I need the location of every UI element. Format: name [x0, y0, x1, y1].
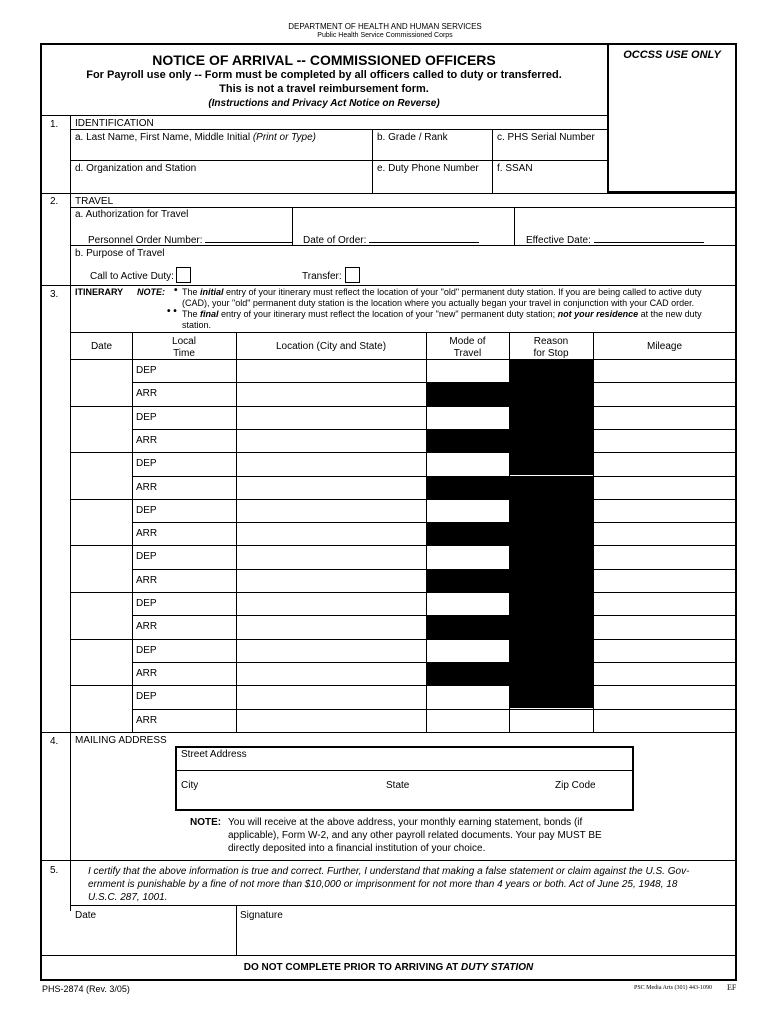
itinerary-row-rule: [132, 569, 736, 570]
shaded-reason-cell: [509, 522, 593, 545]
itinerary-row-type: DEP: [136, 551, 157, 563]
zip-code-field[interactable]: Zip Code: [555, 780, 596, 791]
itinerary-row-rule: [132, 662, 736, 663]
section1-title: IDENTIFICATION: [75, 118, 154, 129]
effective-date-label: Effective Date:: [526, 235, 591, 246]
duty-phone-number-field[interactable]: e. Duty Phone Number: [377, 163, 479, 174]
column-header-local: Local: [172, 336, 196, 347]
section4-number: 4.: [50, 736, 59, 747]
section1-header-rule: [71, 129, 607, 130]
signature-field[interactable]: Signature: [240, 910, 283, 921]
itinerary-row[interactable]: [71, 639, 736, 662]
last-first-middle-name-field[interactable]: [75, 132, 316, 143]
itinerary-row-rule: [71, 452, 736, 453]
itinerary-row[interactable]: [71, 452, 736, 475]
section2-header-rule: [71, 207, 736, 208]
itinerary-row-rule: [71, 499, 736, 500]
frame-bottom: [40, 979, 737, 981]
occss-use-only-label: OCCSS USE ONLY: [623, 49, 721, 61]
certification-date-field[interactable]: Date: [75, 910, 97, 921]
section2-row-rule: [71, 245, 736, 246]
mailing-note-line-1: You will receive at the above address, your monthly earning statement, bonds (if: [228, 817, 583, 828]
itinerary-row-type: DEP: [136, 504, 157, 516]
signature-col-rule: [236, 905, 237, 955]
section2-title: TRAVEL: [75, 196, 114, 207]
itinerary-row-rule: [71, 639, 736, 640]
column-header-for-stop: for Stop: [533, 348, 569, 359]
column-header-location: Location (City and State): [275, 341, 387, 352]
ef-code: EF: [727, 983, 737, 992]
occss-box-left: [607, 43, 609, 193]
grade-rank-field[interactable]: b. Grade / Rank: [377, 132, 448, 143]
itinerary-row[interactable]: [71, 429, 736, 452]
mailing-note-line-2: applicable), Form W-2, and any other payroll related documents. Your pay MUST BE: [228, 830, 602, 841]
mailing-address-title: MAILING ADDRESS: [75, 735, 167, 746]
section3-top-rule: [41, 285, 736, 286]
shaded-reason-cell: [509, 615, 593, 638]
shaded-reason-cell: [509, 476, 593, 499]
street-address-field[interactable]: Street Address: [181, 749, 247, 760]
itinerary-header-top: [71, 332, 736, 333]
itinerary-row-rule: [132, 615, 736, 616]
itinerary-row[interactable]: [71, 569, 736, 592]
itinerary-row-rule: [132, 382, 736, 383]
instructions-note: (Instructions and Privacy Act Notice on Reverse): [208, 98, 440, 109]
call-to-active-duty-label: Call to Active Duty:: [90, 271, 174, 282]
itinerary-row[interactable]: [71, 662, 736, 685]
section2-top-rule: [41, 193, 736, 194]
shaded-reason-cell: [509, 499, 593, 522]
certification-line-2: ernment is punishable by a fine of not more than $10,000 or imprisonment for not more than 4 years or both. Act of June 25, 1948, 18: [88, 879, 678, 890]
date-of-order-label: Date of Order:: [303, 235, 367, 246]
column-header-travel: Travel: [453, 348, 482, 359]
itinerary-row[interactable]: [71, 522, 736, 545]
column-header-mileage: Mileage: [646, 341, 683, 352]
shaded-reason-cell: [509, 406, 593, 429]
itinerary-row[interactable]: [71, 592, 736, 615]
shaded-reason-cell: [509, 545, 593, 568]
itinerary-title: ITINERARY: [75, 287, 124, 297]
printer-credit: PSC Media Arts (301) 443-1090: [634, 985, 712, 991]
frame-top: [40, 43, 737, 45]
itinerary-row-type: DEP: [136, 458, 157, 470]
shaded-mode-cell: [426, 662, 509, 685]
itinerary-row[interactable]: [71, 359, 736, 382]
itinerary-note-final: The final entry of your itinerary must reflect the location of your "new" permanent duty station; not your residence at the new duty: [182, 309, 702, 319]
name-field-hint: (Print or Type): [252, 132, 317, 143]
section4-top-rule: [41, 732, 736, 733]
purpose-of-travel-label: b. Purpose of Travel: [75, 248, 165, 259]
certification-line-3: U.S.C. 287, 1001.: [88, 892, 168, 903]
itinerary-row[interactable]: [71, 709, 736, 732]
certification-line-1: I certify that the above information is true and correct. Further, I understand that making a false statement or claim against the U.S. Gov-: [88, 866, 690, 877]
authorization-label: a. Authorization for Travel: [75, 209, 189, 220]
organization-station-field[interactable]: d. Organization and Station: [75, 163, 197, 174]
itinerary-row-type: DEP: [136, 598, 157, 609]
name-field-label: a. Last Name, First Name, Middle Initial: [75, 132, 251, 143]
signature-row-bottom: [41, 955, 736, 956]
department-name: DEPARTMENT OF HEALTH AND HUMAN SERVICES: [288, 22, 482, 31]
form-title: NOTICE OF ARRIVAL -- COMMISSIONED OFFICERS: [152, 52, 496, 68]
date-of-order-line: [369, 233, 479, 243]
itinerary-row-rule: [71, 545, 736, 546]
effective-date-line: [594, 233, 704, 243]
shaded-mode-cell: [426, 382, 509, 405]
column-header-date: Date: [90, 341, 113, 352]
itinerary-row-type: ARR: [136, 667, 158, 679]
form-subtitle-2: This is not a travel reimbursement form.: [219, 83, 429, 95]
itinerary-row-type: DEP: [136, 365, 157, 376]
section5-top-rule: [41, 860, 736, 861]
itinerary-row-type: ARR: [136, 434, 158, 446]
personnel-order-number-line: [205, 233, 293, 243]
shaded-reason-cell: [509, 639, 593, 662]
column-header-time: Time: [173, 348, 195, 359]
section2-col-rule-2: [514, 207, 515, 245]
itinerary-row[interactable]: [71, 545, 736, 568]
transfer-label: Transfer:: [302, 271, 342, 282]
frame-left: [40, 43, 42, 981]
section1-col-rule-1: [372, 129, 373, 193]
itinerary-row-type: ARR: [136, 481, 158, 493]
itinerary-row-rule: [71, 685, 736, 686]
itinerary-row-type: DEP: [136, 411, 157, 423]
shaded-mode-cell: [426, 522, 509, 545]
phs-serial-number-field[interactable]: c. PHS Serial Number: [497, 132, 595, 143]
itinerary-row-type: ARR: [136, 574, 158, 586]
section1-top-rule: [41, 115, 607, 116]
arrival-warning: DO NOT COMPLETE PRIOR TO ARRIVING AT DUTY STATION: [243, 962, 534, 973]
note-bullet-2: • •: [167, 306, 177, 317]
itinerary-row[interactable]: [71, 499, 736, 522]
shaded-mode-cell: [426, 429, 509, 452]
itinerary-row[interactable]: [71, 406, 736, 429]
shaded-reason-cell: [509, 452, 593, 475]
itinerary-note-label: NOTE:: [137, 287, 165, 297]
city-field[interactable]: City: [181, 780, 199, 791]
itinerary-note-initial: The initial entry of your itinerary must reflect the location of your "old" permanent duty station. If you are being called to active duty: [182, 287, 702, 297]
personnel-order-number-label: Personnel Order Number:: [88, 235, 203, 246]
shaded-reason-cell: [509, 662, 593, 685]
shaded-reason-cell: [509, 359, 593, 382]
mailing-address-divider: [177, 770, 632, 771]
itinerary-row-type: ARR: [136, 388, 158, 400]
shaded-mode-cell: [426, 569, 509, 592]
itinerary-note-final-cont: station.: [182, 320, 212, 330]
itinerary-row-rule: [132, 709, 736, 710]
form-number: PHS-2874 (Rev. 3/05): [42, 984, 130, 994]
section1-row-rule: [71, 160, 607, 161]
itinerary-row-type: DEP: [136, 691, 157, 703]
itinerary-row-rule: [132, 522, 736, 523]
itinerary-row[interactable]: [71, 615, 736, 638]
section1-number: 1.: [50, 119, 59, 130]
shaded-mode-cell: [426, 476, 509, 499]
itinerary-row[interactable]: [71, 476, 736, 499]
transfer-checkbox[interactable]: [345, 267, 360, 283]
itinerary-row-type: ARR: [136, 714, 158, 726]
itinerary-row-rule: [132, 476, 736, 477]
section2-number: 2.: [50, 196, 59, 207]
shaded-reason-cell: [509, 592, 593, 615]
column-header-mode: Mode of: [449, 336, 486, 347]
itinerary-row-type: ARR: [136, 621, 158, 633]
mailing-note-line-3: directly deposited into a financial institution of your choice.: [228, 843, 486, 854]
itinerary-note-initial-cont: (CAD), your "old" permanent duty station is the location where you actually began your travel in conjunction with your CAD order.: [182, 298, 695, 308]
note-bullet-1: •: [174, 285, 178, 296]
signature-row-top: [71, 905, 736, 906]
shaded-reason-cell: [509, 685, 593, 708]
call-to-active-duty-checkbox[interactable]: [176, 267, 191, 283]
section3-number: 3.: [50, 289, 59, 300]
shaded-reason-cell: [509, 569, 593, 592]
ssan-field[interactable]: f. SSAN: [497, 163, 533, 174]
shaded-mode-cell: [426, 615, 509, 638]
shaded-reason-cell: [509, 429, 593, 452]
itinerary-row-rule: [71, 592, 736, 593]
itinerary-row-rule: [71, 406, 736, 407]
form-subtitle: For Payroll use only -- Form must be completed by all officers called to duty or transferred.: [86, 69, 562, 81]
mailing-note-label: NOTE:: [190, 817, 222, 828]
itinerary-row-type: DEP: [136, 644, 157, 656]
section1-col-rule-2: [492, 129, 493, 193]
itinerary-row-type: ARR: [136, 528, 158, 540]
shaded-reason-cell: [509, 382, 593, 405]
state-field[interactable]: State: [386, 780, 410, 791]
itinerary-row-rule: [132, 429, 736, 430]
agency-name: Public Health Service Commissioned Corps: [317, 32, 453, 39]
column-header-reason: Reason: [533, 336, 569, 347]
itinerary-row[interactable]: [71, 382, 736, 405]
itinerary-row[interactable]: [71, 685, 736, 708]
section5-number: 5.: [50, 865, 59, 876]
